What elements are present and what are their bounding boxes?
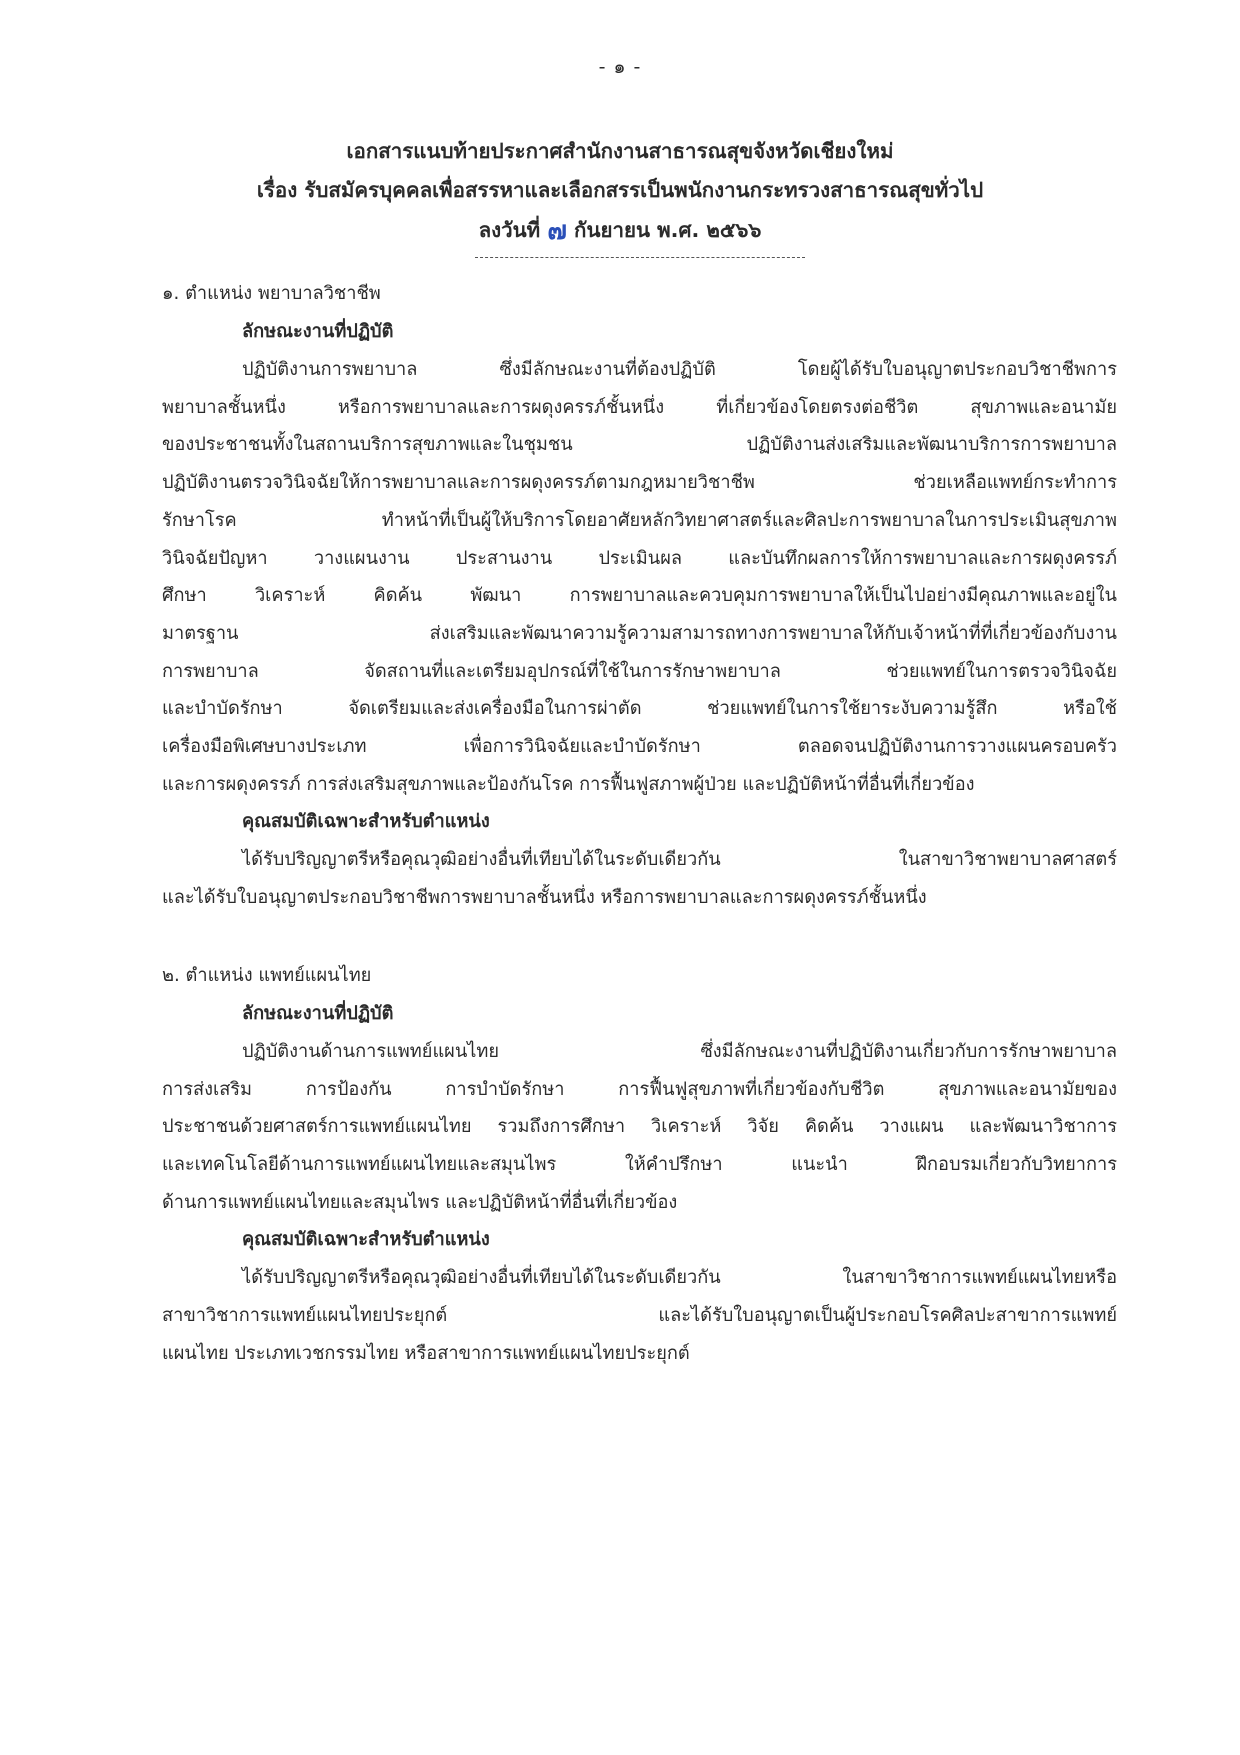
qualifications-paragraph — [162, 841, 1117, 916]
qualifications-paragraph — [162, 1259, 1117, 1372]
header-subject: เรื่อง รับสมัครบุคคลเพื่อสรรหาและเลือกสรรเป็นพนักงานกระทรวงสาธารณสุขทั่วไป — [256, 178, 984, 202]
text-line: มาตรฐาน ส่งเสริมและพัฒนาความรู้ความสามารถทางการพยาบาลให้กับเจ้าหน้าที่ที่เกี่ยวข้องกับงาน — [162, 622, 1117, 644]
date-day-handwritten: ๗ — [547, 216, 567, 246]
qualifications-heading: คุณสมบัติเฉพาะสำหรับตำแหน่ง — [242, 811, 490, 833]
text-line: ได้รับปริญญาตรีหรือคุณวุฒิอย่างอื่นที่เทียบได้ในระดับเดียวกัน ในสาขาวิชาพยาบาลศาสตร์ — [242, 849, 1117, 871]
text-line: ปฏิบัติงานด้านการแพทย์แผนไทย ซึ่งมีลักษณะงานที่ปฏิบัติงานเกี่ยวกับการรักษาพยาบาล — [242, 1040, 1117, 1062]
text-line: ปฏิบัติงานการพยาบาล ซึ่งมีลักษณะงานที่ต้องปฏิบัติ โดยผู้ได้รับใบอนุญาตประกอบวิชาชีพการ — [242, 359, 1117, 380]
text-line: เครื่องมือพิเศษบางประเภท เพื่อการวินิจฉัยและบำบัดรักษา ตลอดจนปฏิบัติงานการวางแผนครอบครัว — [162, 736, 1117, 758]
page-number: - ๑ - — [598, 56, 642, 78]
section-title: ๑. ตำแหน่ง พยาบาลวิชาชีพ — [162, 283, 381, 304]
document-body — [162, 275, 1117, 1372]
section-thai-traditional-medicine — [162, 957, 1117, 1373]
text-line: และบำบัดรักษา จัดเตรียมและส่งเครื่องมือในการผ่าตัด ช่วยแพทย์ในการใช้ยาระงับความรู้สึก หรือใช้ — [162, 698, 1117, 720]
text-line: การส่งเสริม การป้องกัน การบำบัดรักษา การฟื้นฟูสุขภาพที่เกี่ยวข้องกับชีวิต สุขภาพและอนามัยของ — [162, 1078, 1117, 1100]
text-line: รักษาโรค ทำหน้าที่เป็นผู้ให้บริการโดยอาศัยหลักวิทยาศาสตร์และศิลปะการพยาบาลในการประเมินสุขภาพ — [162, 509, 1117, 531]
header-date — [0, 210, 1240, 250]
text-line: ประชาชนด้วยศาสตร์การแพทย์แผนไทย รวมถึงการศึกษา วิเคราะห์ วิจัย คิดค้น วางแผน และพัฒนาวิชาการ — [162, 1116, 1117, 1138]
section-registered-nurse — [162, 275, 1117, 917]
text-line: พยาบาลชั้นหนึ่ง หรือการพยาบาลและการผดุงครรภ์ชั้นหนึ่ง ที่เกี่ยวข้องโดยตรงต่อชีวิต สุขภาพและอนามัย — [162, 396, 1117, 418]
text-line: และได้รับใบอนุญาตประกอบวิชาชีพการพยาบาลชั้นหนึ่ง หรือการพยาบาลและการผดุงครรภ์ชั้นหนึ่ง — [162, 887, 927, 909]
text-line: ปฏิบัติงานตรวจวินิจฉัยให้การพยาบาลและการผดุงครรภ์ตามกฎหมายวิชาชีพ ช่วยเหลือแพทย์กระทำการ — [162, 472, 1117, 494]
text-line: สาขาวิชาการแพทย์แผนไทยประยุกต์ และได้รับใบอนุญาตเป็นผู้ประกอบโรคศิลปะสาขาการแพทย์ — [162, 1305, 1117, 1327]
text-line: แผนไทย ประเภทเวชกรรมไทย หรือสาขาการแพทย์แผนไทยประยุกต์ — [162, 1342, 690, 1364]
text-line: ได้รับปริญญาตรีหรือคุณวุฒิอย่างอื่นที่เทียบได้ในระดับเดียวกัน ในสาขาวิชาการแพทย์แผนไทยหรือ — [242, 1267, 1117, 1289]
header-title: เอกสารแนบท้ายประกาศสำนักงานสาธารณสุขจังหวัดเชียงใหม่ — [346, 139, 894, 163]
date-suffix: กันยายน พ.ศ. ๒๕๖๖ — [574, 218, 762, 242]
text-line: และเทคโนโลยีด้านการแพทย์แผนไทยและสมุนไพร ให้คำปรึกษา แนะนำ ฝึกอบรมเกี่ยวกับวิทยาการ — [162, 1153, 1117, 1175]
duties-paragraph — [162, 351, 1117, 803]
header-divider — [475, 257, 805, 258]
duties-heading: ลักษณะงานที่ปฏิบัติ — [242, 1002, 394, 1024]
date-prefix: ลงวันที่ — [478, 218, 541, 242]
text-line: ของประชาชนทั้งในสถานบริการสุขภาพและในชุมชน ปฏิบัติงานส่งเสริมและพัฒนาบริการการพยาบาล — [162, 434, 1117, 456]
text-line: วินิจฉัยปัญหา วางแผนงาน ประสานงาน ประเมินผล และบันทึกผลการให้การพยาบาลและการผดุงครรภ์ — [162, 547, 1117, 569]
duties-heading: ลักษณะงานที่ปฏิบัติ — [242, 321, 394, 342]
duties-paragraph — [162, 1033, 1117, 1222]
section-title: ๒. ตำแหน่ง แพทย์แผนไทย — [162, 964, 372, 986]
document-header — [0, 132, 1240, 250]
text-line: ด้านการแพทย์แผนไทยและสมุนไพร และปฏิบัติหน้าที่อื่นที่เกี่ยวข้อง — [162, 1191, 678, 1213]
qualifications-heading: คุณสมบัติเฉพาะสำหรับตำแหน่ง — [242, 1229, 490, 1251]
text-line: และการผดุงครรภ์ การส่งเสริมสุขภาพและป้องกันโรค การฟื้นฟูสภาพผู้ป่วย และปฏิบัติหน้าที่อื่นที่เกี่ยวข้อง — [162, 773, 975, 795]
text-line: การพยาบาล จัดสถานที่และเตรียมอุปกรณ์ที่ใช้ในการรักษาพยาบาล ช่วยแพทย์ในการตรวจวินิจฉัย — [162, 660, 1117, 682]
text-line: ศึกษา วิเคราะห์ คิดค้น พัฒนา การพยาบาลและควบคุมการพยาบาลให้เป็นไปอย่างมีคุณภาพและอยู่ใน — [162, 585, 1117, 607]
